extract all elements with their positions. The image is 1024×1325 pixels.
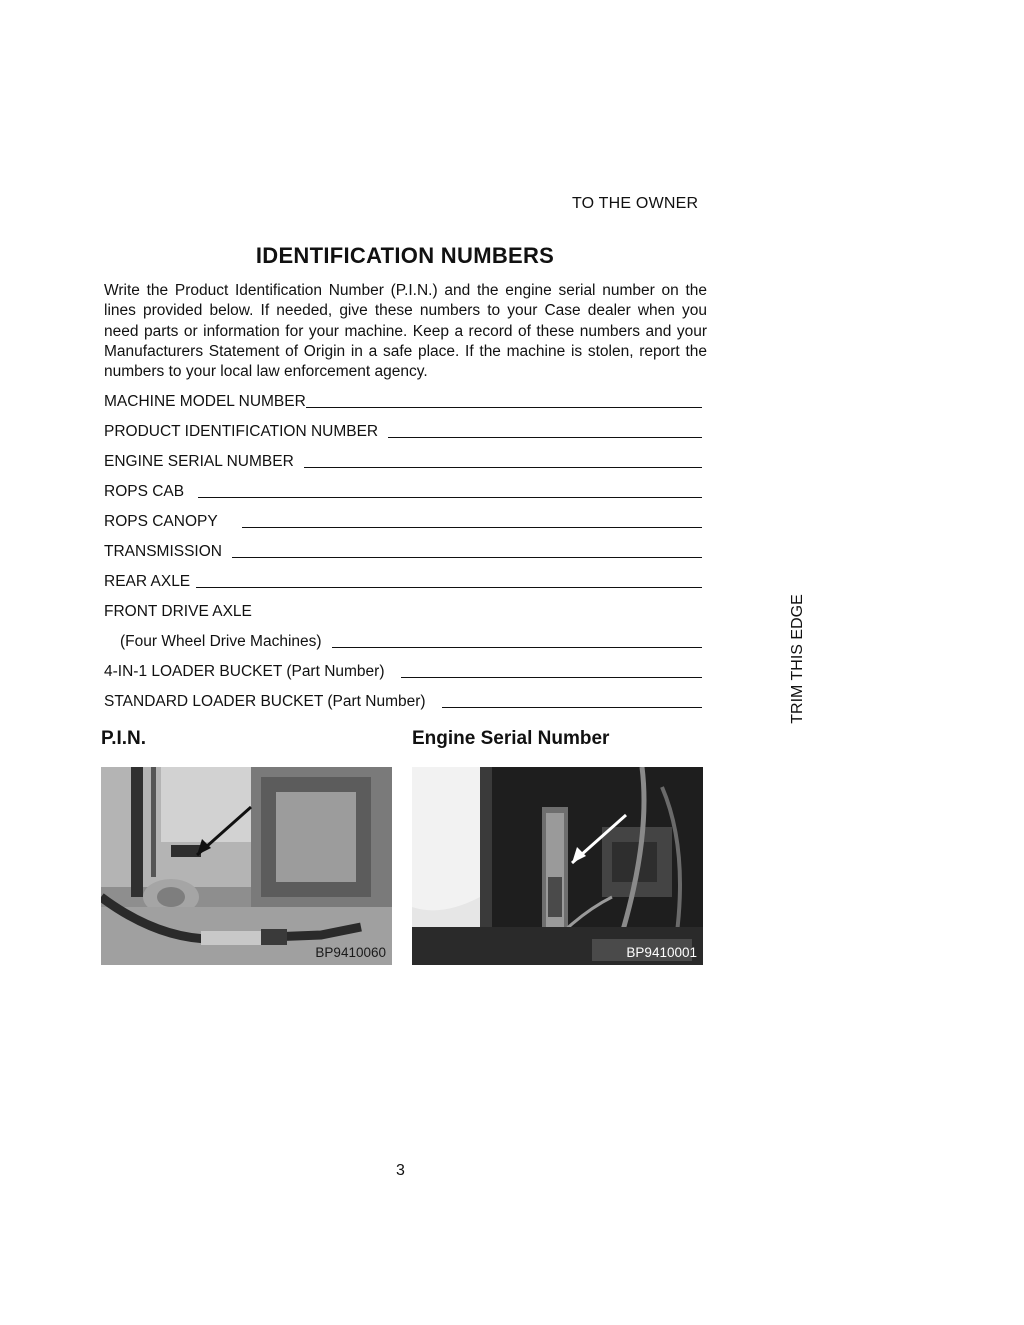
write-in-line[interactable] bbox=[242, 527, 702, 528]
pin-photo-code: BP9410060 bbox=[315, 945, 386, 960]
field-front-drive-axle bbox=[104, 600, 702, 622]
engine-photo-code: BP9410001 bbox=[626, 945, 697, 960]
write-in-line[interactable] bbox=[306, 407, 702, 408]
field-label: ROPS CANOPY bbox=[104, 513, 218, 530]
field-4-in-1-loader-bucket bbox=[104, 660, 702, 682]
field-four-wheel-drive-machines bbox=[120, 630, 702, 652]
field-label: ENGINE SERIAL NUMBER bbox=[104, 453, 294, 470]
field-label: TRANSMISSION bbox=[104, 543, 222, 560]
field-label: (Four Wheel Drive Machines) bbox=[120, 633, 322, 650]
field-label: ROPS CAB bbox=[104, 483, 185, 500]
field-standard-loader-bucket bbox=[104, 690, 702, 712]
field-rops-canopy bbox=[104, 510, 702, 532]
write-in-line[interactable] bbox=[388, 437, 702, 438]
field-label: 4-IN-1 LOADER BUCKET (Part Number) bbox=[104, 663, 385, 680]
page-number: 3 bbox=[396, 1162, 405, 1179]
write-in-line[interactable] bbox=[304, 467, 702, 468]
field-label: REAR AXLE bbox=[104, 573, 191, 590]
page-title: IDENTIFICATION NUMBERS bbox=[255, 243, 555, 268]
field-label: PRODUCT IDENTIFICATION NUMBER bbox=[104, 423, 379, 440]
write-in-line[interactable] bbox=[196, 587, 702, 588]
field-label: MACHINE MODEL NUMBER bbox=[104, 393, 306, 410]
field-machine-model-number bbox=[104, 390, 702, 412]
field-transmission bbox=[104, 540, 702, 562]
field-label: FRONT DRIVE AXLE bbox=[104, 603, 252, 620]
write-in-line[interactable] bbox=[232, 557, 702, 558]
section-header: TO THE OWNER bbox=[572, 195, 699, 212]
pin-photo-illustration bbox=[101, 767, 392, 965]
field-label: STANDARD LOADER BUCKET (Part Number) bbox=[104, 693, 426, 710]
pin-heading: P.I.N. bbox=[101, 728, 147, 749]
field-rops-cab bbox=[104, 480, 702, 502]
write-in-line[interactable] bbox=[332, 647, 702, 648]
field-product-identification-number bbox=[104, 420, 702, 442]
trim-edge-note bbox=[740, 590, 860, 730]
engine-photo-illustration bbox=[412, 767, 703, 965]
engine-serial-photo bbox=[412, 767, 703, 965]
write-in-line[interactable] bbox=[401, 677, 703, 678]
engine-serial-heading: Engine Serial Number bbox=[412, 728, 610, 749]
field-engine-serial-number bbox=[104, 450, 702, 472]
intro-paragraph: Write the Product Identification Number (P.I.N.) and the engine serial number on the lines provided below. If needed, give these numbers to your Case dealer when you need parts or information for your machine. Keep a record of these numbers and your Manufacturers Statement of Origin in a safe place. If the machine is stolen, report the numbers to your local law enforcement agency. bbox=[104, 282, 707, 381]
write-in-line[interactable] bbox=[198, 497, 702, 498]
trim-edge-label: TRIM THIS EDGE bbox=[789, 594, 806, 724]
write-in-line[interactable] bbox=[442, 707, 702, 708]
pin-photo bbox=[101, 767, 392, 965]
field-rear-axle bbox=[104, 570, 702, 592]
